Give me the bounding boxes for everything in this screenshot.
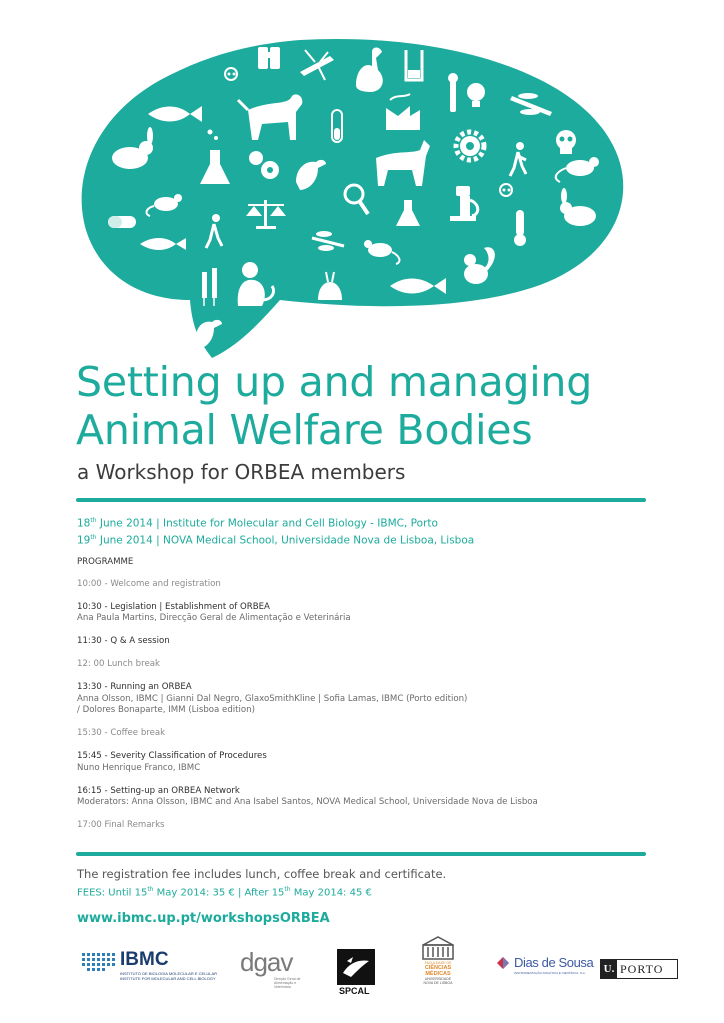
programme-item: 17:00 Final Remarks — [77, 820, 165, 830]
building-icon — [421, 935, 455, 961]
programme-item: 10:30 - Legislation | Establishment of ORBEA Ana Paula Martins, Direcção Geral de Alimentação e Veterinária — [77, 601, 351, 623]
event-dates — [77, 514, 474, 547]
ibmc-logo: IBMC INSTITUTO DE BIOLOGIA MOLECULAR E CELULAR INSTITUTE FOR MOLECULAR AND CELL BIOLOGY — [82, 949, 182, 983]
page-subtitle: a Workshop for ORBEA members — [77, 460, 406, 484]
fcm-logo: FACULDADE DE CIÊNCIAS MÉDICAS UNIVERSIDADE NOVA DE LISBOA — [416, 935, 460, 1005]
dias-de-sousa-logo: Dias de Sousa INSTRUMENTAÇÃO ANALÍTICA E CIENTÍFICA, S.A. — [496, 955, 596, 979]
pill-icon — [108, 216, 136, 228]
divider-bottom — [76, 852, 646, 856]
date-line: 18th June 2014 | Institute for Molecular and Cell Biology - IBMC, Porto — [77, 517, 438, 530]
fees: FEES: Until 15th May 2014: 35 € | After 15th May 2014: 45 € — [77, 886, 372, 899]
programme-item: 11:30 - Q & A session — [77, 636, 170, 646]
registration-note: The registration fee includes lunch, coffee break and certificate. — [77, 867, 447, 881]
programme-item: 16:15 - Setting-up an ORBEA Network Moderators: Anna Olsson, IBMC and Ana Isabel Santos, NOVA Medical School, Universidade Nova de Lisboa — [77, 785, 538, 807]
programme-item: 13:30 - Running an ORBEA Anna Olsson, IBMC | Gianni Dal Negro, GlaxoSmithKline | Sofia Lamas, IBMC (Porto edition) / Dolores Bonaparte, IMM (Lisboa edition) — [77, 682, 468, 715]
programme — [77, 557, 637, 843]
title-line-2: Animal Welfare Bodies — [76, 406, 533, 454]
workshop-link[interactable]: www.ibmc.up.pt/workshopsORBEA — [77, 911, 330, 926]
programme-item: 12: 00 Lunch break — [77, 659, 160, 669]
programme-item: 15:45 - Severity Classification of Procedures Nuno Henrique Franco, IBMC — [77, 751, 267, 773]
bug-icon — [584, 78, 614, 102]
divider-top — [76, 498, 646, 502]
title-line-1: Setting up and managing — [76, 358, 593, 406]
spcal-logo: SPCAL — [337, 949, 377, 999]
sponsor-logos — [0, 935, 724, 1015]
page-title — [76, 358, 592, 454]
programme-item: 15:30 - Coffee break — [77, 728, 166, 738]
spcal-emblem-icon — [337, 949, 375, 985]
speech-bubble-illustration — [0, 0, 724, 370]
dias-emblem-icon — [496, 956, 510, 970]
ibmc-dots-icon — [82, 951, 122, 975]
programme-item: 10:00 - Welcome and registration — [77, 578, 221, 589]
programme-heading: PROGRAMME — [77, 557, 134, 567]
dgav-logo: dgav Direção Geral de Alimentação e Veterinária — [240, 947, 301, 989]
uporto-logo: U. PORTO — [600, 959, 678, 979]
date-line: 19th June 2014 | NOVA Medical School, Universidade Nova de Lisboa, Lisboa — [77, 533, 475, 546]
